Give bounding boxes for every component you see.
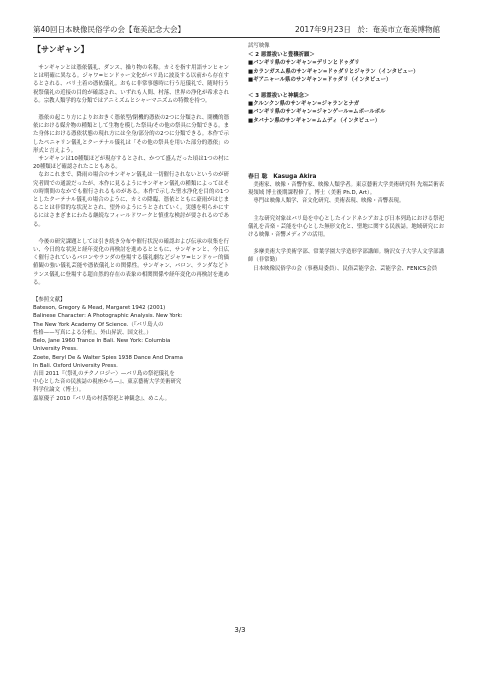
video-item: ■カランガスム県のサンギャン=ドゥダリとジャラン（インタビュー）	[248, 68, 419, 75]
video-item: ■バンギリ県のサンギャン=ジャンゲール=ムボールボル	[248, 109, 386, 116]
reference-line: In Bali. Oxford University Press.	[33, 362, 118, 369]
page-header	[33, 24, 440, 36]
article-title: 【サンギャン】	[33, 45, 89, 54]
video-item: ■ギアニャール県のサンギャン=ドゥダリ（インタビュー）	[248, 76, 392, 83]
references-heading: 【参照文献】	[33, 297, 66, 304]
author-bio: 美術家、映像・音響作家、映像人類学者。東京藝術大学美術研究科 先端芸術表現領域 博士後期課程修了。博士（美術 Ph.D, Art）。	[248, 182, 444, 197]
author-name: 春日 聡 Kasuga Akira	[248, 173, 317, 180]
reference-line: Bateson, Gregory & Mead, Margaret 1942 (2001)	[33, 305, 166, 312]
reference-line: 科学位論文（博士）。	[33, 387, 85, 394]
left-column	[33, 42, 229, 403]
reference-line: 中心とした音の民族誌の視座から—』、東京藝術大学美術研究	[33, 379, 182, 386]
reference-line: Balinese Character: A Photographic Analysis. New York:	[33, 313, 183, 320]
reference-line: 吉田 2011『〈祭礼のテクノロジー〉—バリ島の祭祀儀礼を	[33, 370, 175, 377]
section-heading: ＜ 3 悪霊祓いと神観念＞	[248, 93, 310, 100]
reference-line: 性格——写真による分析』、外山昇訳、国文社。）	[33, 329, 152, 336]
reference-line: Belo, Jane 1960 Trance In Bali. New York: Columbia	[33, 338, 171, 345]
page-number: 3/3	[234, 626, 246, 634]
conference-date: 2017年9月23日	[295, 25, 351, 34]
conference-venue: 於：奄美市立奄美博物館	[357, 25, 440, 34]
conference-title: 第40回日本映像民俗学の会【奄美記念大会】	[33, 25, 186, 34]
author-bio: 日本映像民俗学の会（事務局委員）、民俗芸能学会、芸能学会、FENICS会員	[253, 265, 438, 272]
author-bio: 専門は映像人類学、音文化研究、美術表現、映像・音響表現。	[253, 198, 405, 205]
body-paragraph: 今後の研究課題としては引き続き分布や催行状況の確認および伝承の収集を行い、今日的な状況と経年変化の再検討を進めるとともに、サンギャンと、今日広く催行されているバロンやランダの登場する儀礼劇などジャワ=ヒンドゥー的価値観の強い儀礼芸能や憑依儀礼との関係性。サンギャン、バロン、ランダなどトランス儀礼に登場する超自然的存在の表象の相関関係や経年変化の再検討を進める。	[33, 238, 229, 286]
reference-line: University Press.	[33, 346, 78, 353]
author-bio: 主な研究対象はバリ島を中心としたインドネシアおよび日本列島における祭祀儀礼を音楽・芸能を中心とした無形文化と、聖地に関する民族誌。地域研究における映像・音響メディアの活用。	[248, 215, 444, 239]
reference-line: Zoete, Beryl De & Walter Spies 1938 Dance And Drama	[33, 354, 183, 361]
author-bio: 多摩美術大学美術学部、常葉学園大学造形学部講師。駒沢女子大学人文学部講師（非常勤）	[248, 249, 444, 264]
references-list	[33, 304, 229, 402]
video-item: ■バンギリ県のサンギャン=デリンとドゥダリ	[248, 60, 360, 67]
body-paragraph: なおこれまで、降雨の場合のサンギャン儀礼は一切催行されないというのが研究者間での通説だったが、本作に見るようにサンギャン儀礼の種類によってはその時期間のなかでも催行されるものがある。本作で示した聖水浄化を目的の1つとしたクーテナル儀礼の場合のように、カミの降臨、憑依とともに豪雨がはじまることは非常的な状況とされ、望外のようにうとされていく。実態を明らかにするにはさまざまにわたる継続なフィールドワークと慎重な検討が要されるのである。	[33, 172, 229, 228]
video-item: ■タバナン県のサンギャン=ムムディ（インタビュー）	[248, 117, 381, 124]
video-item: ■クルンクン県のサンギャン=ジャランとナガ	[248, 101, 360, 108]
body-paragraph: 憑依の起こり方によりおおきく憑依型/閉機的憑依の2つに分類され、閉機的憑依における媒介物の種類として生物を模した祭具/その他の祭具に分類できる。また身体における憑依状態の現れ方には全身/部分的の2つに分類できる。本作で示したペニャリン儀礼とクーテナル儀礼は「その他の祭具を用いた部分的憑依」の形式と言えよう。	[33, 115, 229, 154]
video-list-label: 試写映像	[248, 43, 270, 49]
right-column	[248, 42, 444, 282]
reference-line: The New York Academy Of Science.（『バリ島人の	[33, 321, 164, 328]
reference-line: 嘉原優子 2010『バリ島の村落祭祀と神観念』、めこん。	[33, 395, 171, 402]
section-heading: ＜ 2 悪霊祓いと豊穣祈願＞	[248, 52, 315, 59]
header-divider	[33, 37, 440, 38]
body-paragraph: サンギャンとは憑依儀礼、ダンス、操り物の名称。カミを指す用語サンヒャンとは明確に異なる。ジャワ=ヒンドゥー文化がバリ島に波及する以前から存在するとされる、バリ土着の憑依儀礼。おもに非常事態時に行う厄儀礼で、随時行う祝祭儀礼の近接の目的が確認され、いずれも人間、村落、世界の浄化が希求される。宗教人類学的な分類ではアニミズムとシャーマニズムの特徴を持つ。	[33, 65, 229, 104]
body-paragraph: サンギャンは10種類ほどが現存するとされ、かつて盛んだった頃は1つの村に20種類ほど確認されたこともある。	[33, 156, 229, 171]
